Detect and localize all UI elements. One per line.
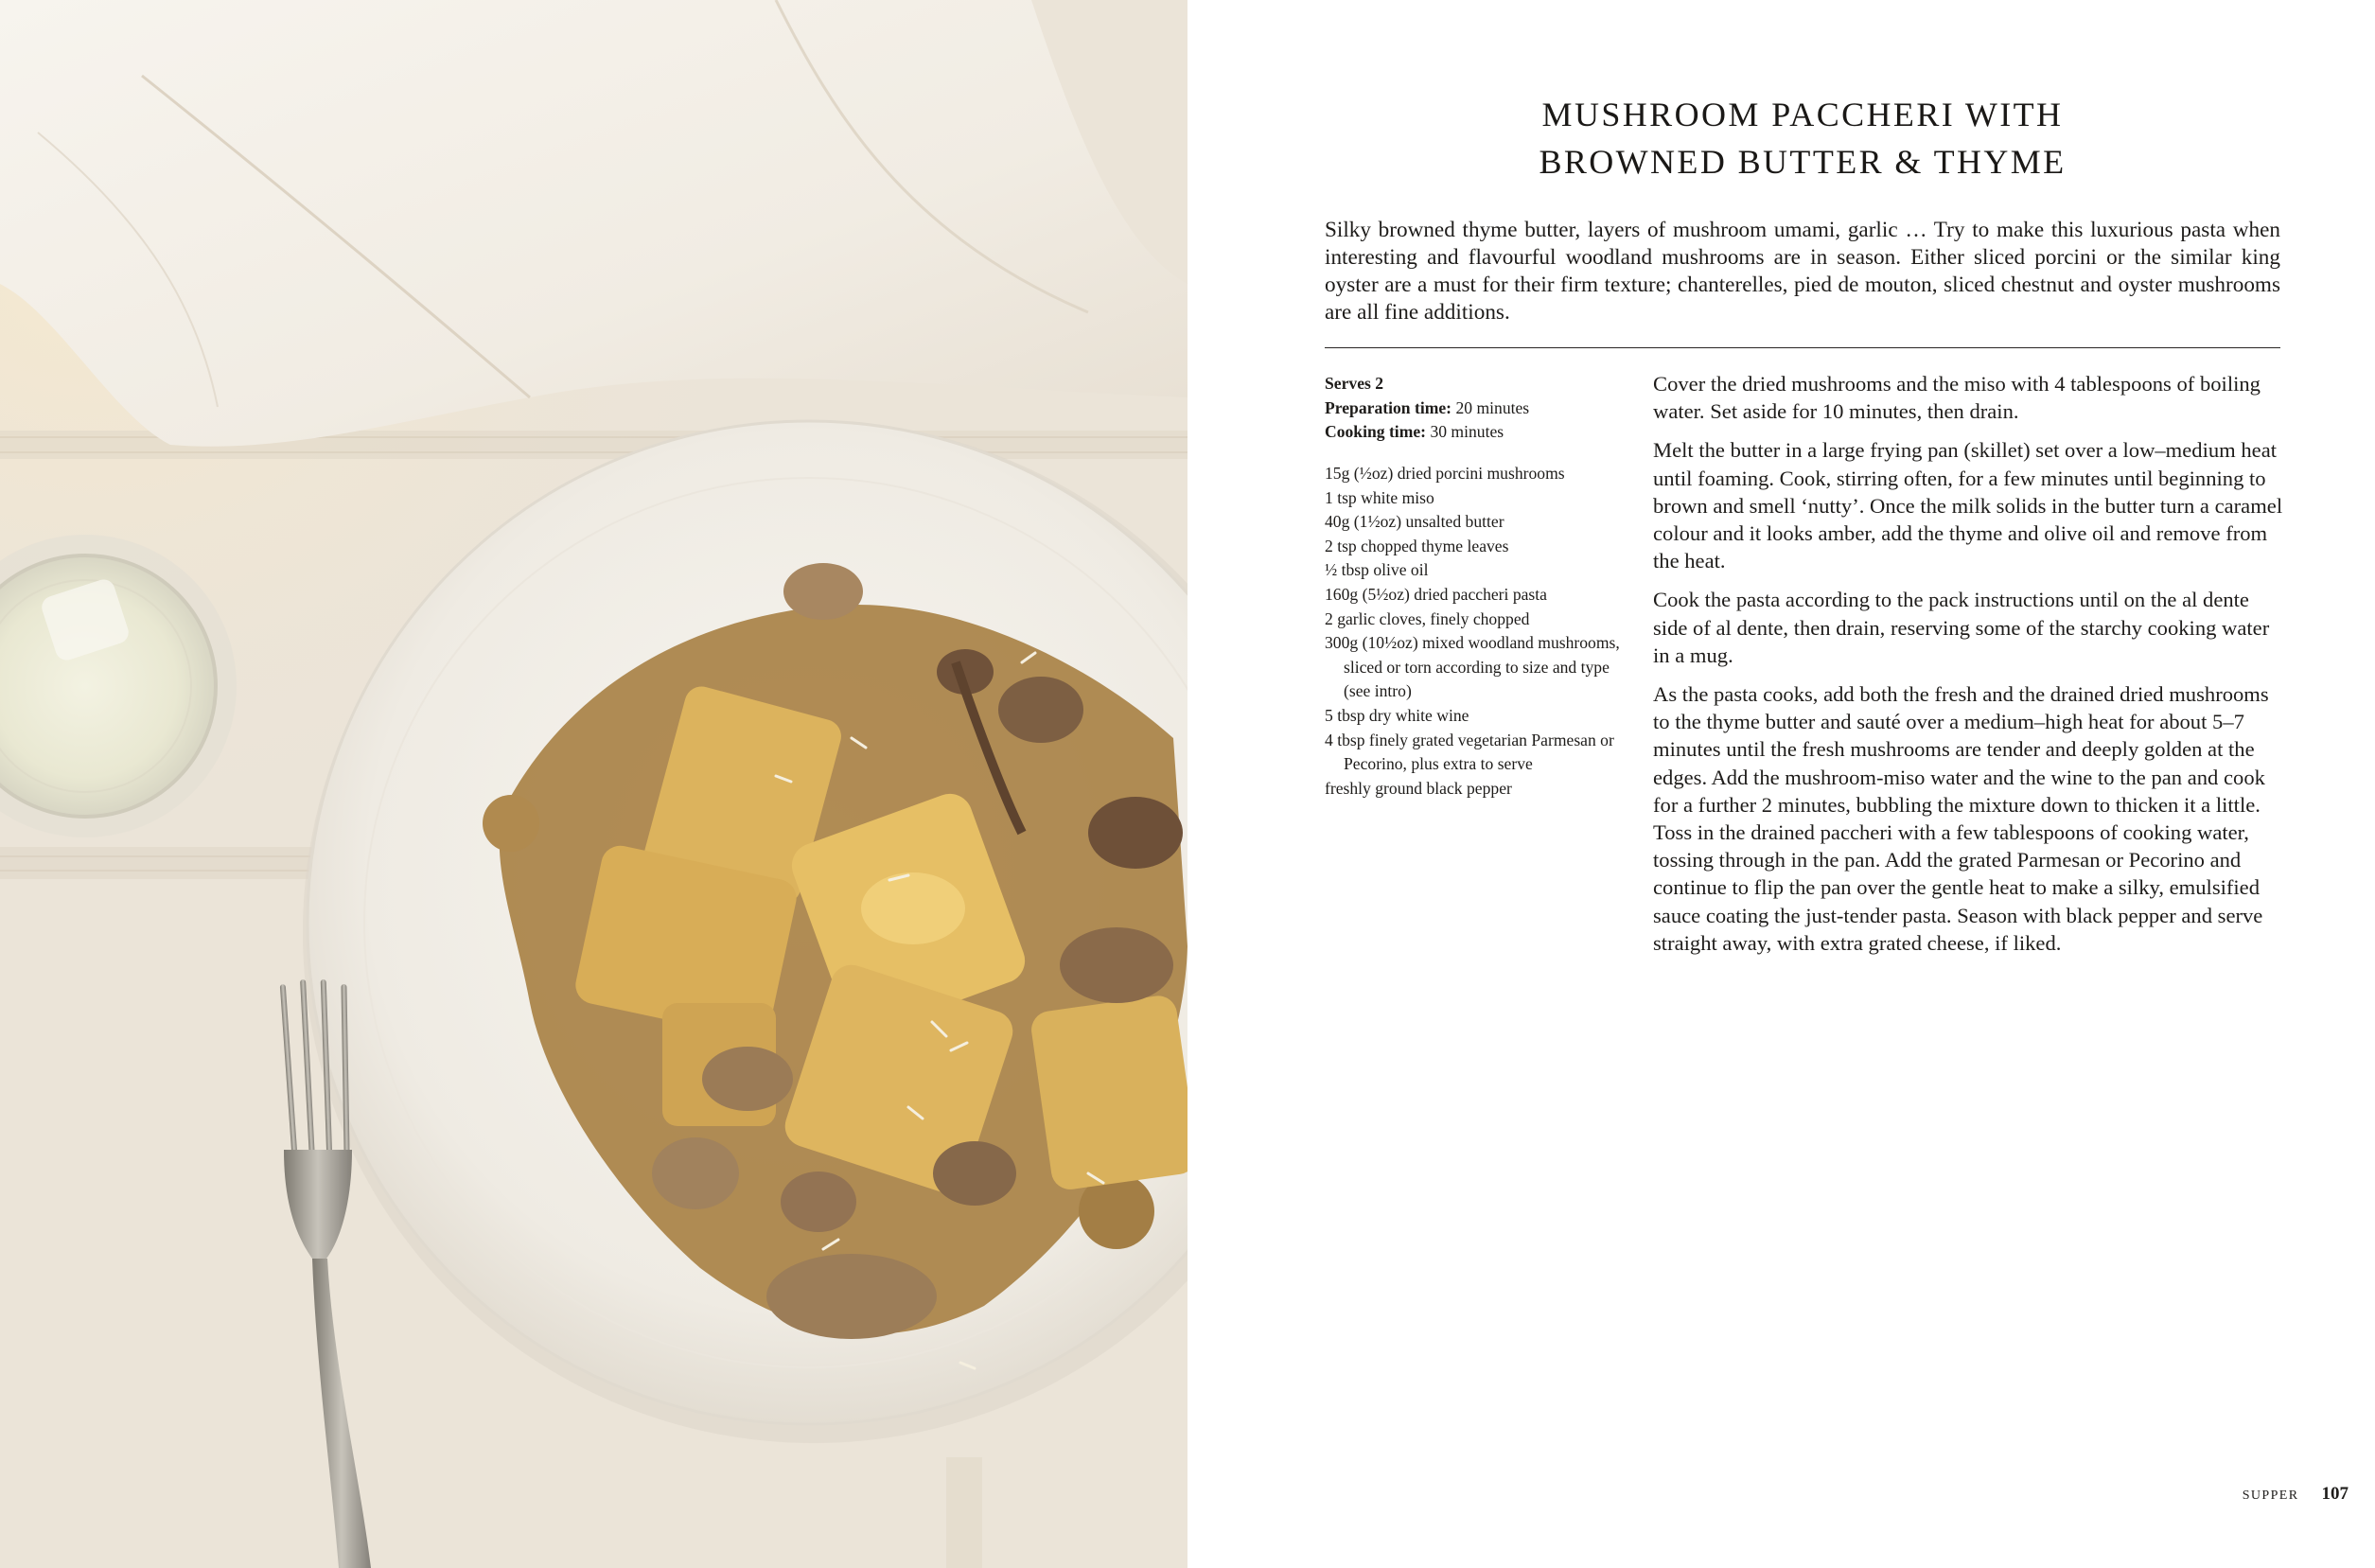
prep-time-value: 20 minutes: [1455, 397, 1530, 417]
ingredient-item: 4 tbsp finely grated vegetarian Parmesan or Pecorino, plus extra to serve: [1325, 730, 1614, 774]
method-step: Cook the pasta according to the pack instructions until on the al dente side of al dente, then drain, reserving some of the starchy cooking water in a mug.: [1653, 588, 2270, 667]
ingredient-item: 1 tsp white miso: [1325, 487, 1434, 507]
recipe-meta: [1325, 372, 1627, 445]
ingredient-item: 160g (5½oz) dried paccheri pasta: [1325, 584, 1547, 604]
ingredient-list: [1325, 462, 1637, 801]
page-number: 107: [2321, 1484, 2349, 1504]
serves: Serves 2: [1325, 374, 1384, 393]
method-step: Melt the butter in a large frying pan (skillet) set over a low–medium heat until foaming. Cook, stirring often, for a few minutes until beginning to brown and smell ‘nutty’. Once the milk solids in the butter turn a caramel colour and it looks amber, add the thyme and olive oil and remove from the heat.: [1653, 438, 2283, 573]
method-step: Cover the dried mushrooms and the miso with 4 tablespoons of boiling water. Set aside for 10 minutes, then drain.: [1653, 372, 2261, 424]
recipe-title-line-2: BROWNED BUTTER & THYME: [1539, 143, 2067, 181]
ingredient-item: 40g (1½oz) unsalted butter: [1325, 512, 1504, 532]
section-name: SUPPER: [2242, 1489, 2299, 1503]
ingredient-item: ½ tbsp olive oil: [1325, 560, 1429, 580]
ingredient-item: 2 tsp chopped thyme leaves: [1325, 536, 1509, 555]
cook-time-label: Cooking time:: [1325, 422, 1427, 442]
cook-time-value: 30 minutes: [1430, 422, 1504, 442]
recipe-intro: Silky browned thyme butter, layers of mushroom umami, garlic … Try to make this luxurious pasta when interesting and flavourful woodland mushrooms are in season. Either sliced porcini or the similar king oyster are a must for their firm texture; chanterelles, pied de mouton, sliced chestnut and oyster mushrooms are all fine additions.: [1325, 218, 2280, 325]
ingredient-item: 5 tbsp dry white wine: [1325, 705, 1469, 725]
ingredient-item: freshly ground black pepper: [1325, 778, 1512, 798]
divider-rule: [1325, 347, 2280, 348]
prep-time-label: Preparation time:: [1325, 397, 1452, 417]
recipe-title: [1325, 91, 2280, 185]
recipe-title-line-1: MUSHROOM PACCHERI WITH: [1541, 96, 2064, 133]
recipe-page: [1188, 0, 2375, 1568]
ingredient-item: 300g (10½oz) mixed woodland mushrooms, sliced or torn according to size and type (see intro): [1325, 633, 1620, 701]
page-footer: [2243, 1484, 2349, 1505]
method-steps: [1653, 370, 2287, 968]
ingredient-item: 15g (½oz) dried porcini mushrooms: [1325, 464, 1565, 483]
ingredient-item: 2 garlic cloves, finely chopped: [1325, 608, 1530, 628]
napkin: [0, 0, 1188, 447]
method-step: As the pasta cooks, add both the fresh and the drained dried mushrooms to the thyme butter and sauté over a medium–high heat for about 5–7 minutes until the fresh mushrooms are tender and deeply golden at the edges. Add the mushroom-miso water and the wine to the pan and cook for a further 2 minutes, bubbling the mixture down to thicken it a little. Toss in the drained paccheri with a few tablespoons of cooking water, tossing through in the pan. Add the grated Parmesan or Pecorino and continue to flip the pan over the gentle heat to make a silky, emulsified sauce coating the just-tender pasta. Season with black pepper and serve straight away, with extra grated cheese, if liked.: [1653, 682, 2269, 955]
